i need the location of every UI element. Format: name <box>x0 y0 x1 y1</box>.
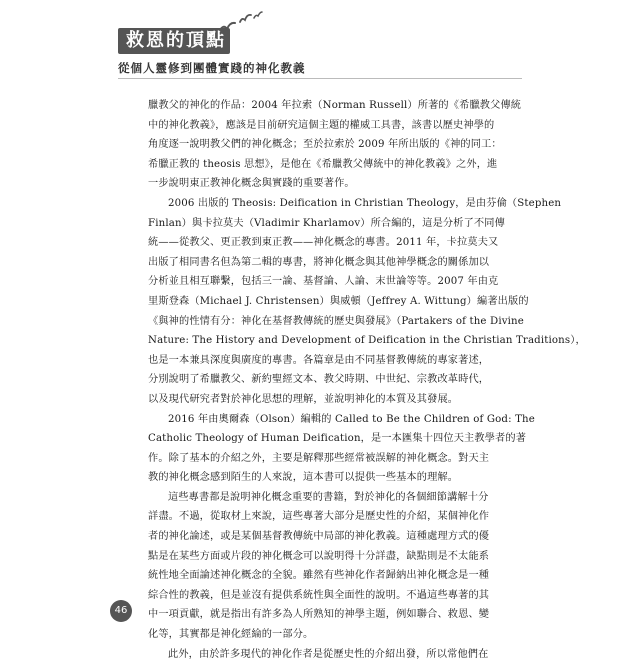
body-line: Catholic Theology of Human Deification，是一本匯集十四位天主教學者的著 <box>148 433 527 445</box>
body-line: 臘教父的神化的作品：2004 年拉索（Norman Russell）所著的《希臘教父傳統 <box>148 100 522 111</box>
body-line: 2006 出版的 Theosis: Deification in Christian Theology，是由芬倫（Stephen <box>168 197 562 209</box>
body-line: Nature: The History and Development of Deification in the Christian Traditions）， <box>148 335 586 347</box>
body-line: 詳盡。不過，從取材上來說，這些專著大部分是歷史性的介紹，某個神化作 <box>148 511 490 523</box>
body-line: 《與神的性情有分：神化在基督教傳統的歷史與發展》（Partakers of the Divine <box>148 315 524 327</box>
body-line: 出版了相同書名但為第二輯的專書，將神化概念與其他神學概念的關係加以 <box>148 256 490 268</box>
body-line: 綜合性的教義，但是並沒有提供系統性與全面性的說明。不過這些專著的其 <box>148 589 490 601</box>
page-number: 46 <box>110 600 132 622</box>
body-line: 分析並且相互聯繫，包括三一論、基督論、人論、末世論等等。2007 年由克 <box>148 276 499 288</box>
body-line: 統——從教父、更正教到東正教——神化概念的專書。2011 年，卡拉莫夫又 <box>148 237 499 249</box>
header-divider <box>118 78 522 79</box>
body-line: 也是一本兼具深度與廣度的專書。各篇章是由不同基督教傳統的專家著述， <box>148 354 490 366</box>
body-line: 此外，由於許多現代的神化作者是從歷史性的介紹出發，所以常他們在 <box>168 648 489 660</box>
birds-icon <box>214 10 264 38</box>
body-text <box>148 96 586 664</box>
body-line: 中的神化教義》，應該是目前研究這個主題的權威工具書，該書以歷史神學的 <box>148 119 495 131</box>
chapter-subtitle: 從個人靈修到團體實踐的神化教義 <box>118 61 306 75</box>
body-line: 作。除了基本的介紹之外，主要是解釋那些經常被誤解的神化概念。對天主 <box>148 452 490 464</box>
body-line: 統性地全面論述神化概念的全貌。雖然有些神化作者歸納出神化概念是一種 <box>148 570 490 582</box>
body-line: 希臘正教的 theosis 思想》，是他在《希臘教父傳統中的神化教義》之外，進 <box>148 158 498 170</box>
body-line: 分別說明了希臘教父、新約聖經文本、教父時期、中世紀、宗教改革時代， <box>148 374 490 386</box>
body-line: 化等，其實都是神化經綸的一部分。 <box>148 629 314 641</box>
body-line: 中一項貢獻，就是指出有許多為人所熟知的神學主題，例如聯合、救恩、變 <box>148 609 490 621</box>
body-line: 這些專書都是說明神化概念重要的書籍，對於神化的各個細節講解十分 <box>168 491 489 503</box>
body-line: 2016 年由奧爾森（Olson）編輯的 Called to Be the Children of God: The <box>168 413 535 425</box>
body-line: 里斯登森（Michael J. Christensen）與威頓（Jeffrey A. Wittung）編著出版的 <box>148 295 529 307</box>
body-line: 者的神化論述，或是某個基督教傳統中局部的神化教義。這種處理方式的優 <box>148 531 490 543</box>
body-line: 角度逐一說明教父們的神化概念；至於拉索於 2009 年所出版的《神的同工： <box>148 139 502 151</box>
body-line: 以及現代研究者對於神化思想的理解，並說明神化的本質及其發展。 <box>148 393 459 405</box>
chapter-title: 救恩的頂點 <box>126 30 226 51</box>
body-line: 教的神化概念感到陌生的人來說，這本書可以提供一些基本的理解。 <box>148 472 459 484</box>
body-line: 點是在某些方面或片段的神化概念可以說明得十分詳盡，缺點則是不太能系 <box>148 550 490 562</box>
body-line: 一步說明東正教神化概念與實踐的重要著作。 <box>148 178 355 190</box>
body-line: Finlan）與卡拉莫夫（Vladimir Kharlamov）所合編的，這是分析了不同傳 <box>148 217 505 229</box>
